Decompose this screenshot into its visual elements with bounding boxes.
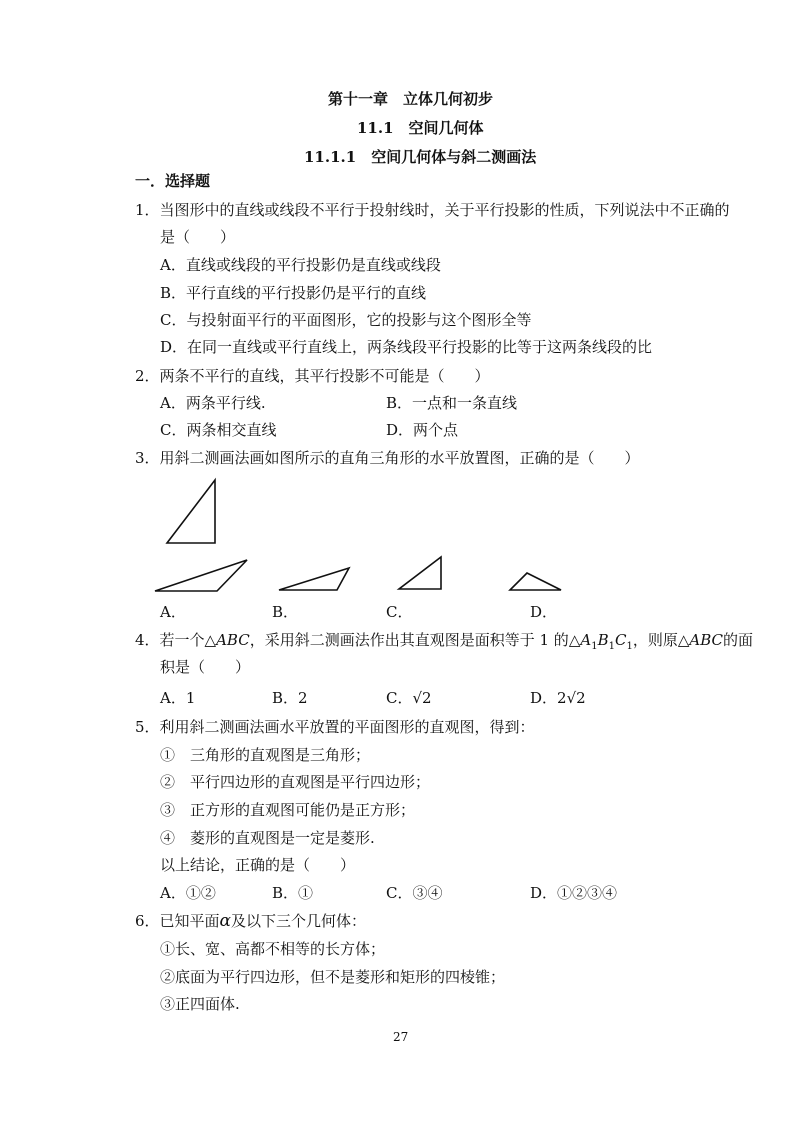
q3-original-triangle — [160, 476, 220, 548]
q3-label-a: A． — [160, 603, 186, 621]
q4-option-d-value: 2√2 — [557, 689, 586, 707]
q4-sub: 1 — [626, 641, 633, 652]
q4-text-tail: 的面 — [723, 631, 754, 649]
q4-option-a: A．1 — [160, 689, 196, 707]
q4-stem-line1 — [135, 631, 753, 656]
q5-conclusion: 以上结论，正确的是（ ） — [160, 856, 356, 874]
q3-figure-b — [275, 563, 355, 593]
q4-abc-2: ABC — [689, 631, 724, 649]
q5-item-2: ② 平行四边形的直观图是平行四边形； — [160, 773, 431, 791]
q4-text-mid: ，采用斜二测画法作出其直观图是面积等于 1 的 — [249, 631, 569, 649]
q4-text-pre: 4．若一个 — [135, 631, 205, 649]
q6-stem — [135, 912, 366, 930]
q2-stem: 2．两条不平行的直线，其平行投影不可能是（ ） — [135, 367, 490, 385]
q5-stem: 5．利用斜二测画法画水平放置的平面图形的直观图，得到： — [135, 718, 535, 736]
q2-option-c: C．两条相交直线 — [160, 421, 277, 439]
q4-text-post: ，则原 — [632, 631, 678, 649]
q3-figure-c — [393, 553, 447, 593]
q4-sub: 1 — [591, 641, 598, 652]
subsection-title: 11.1.1 空间几何体与斜二测画法 — [304, 148, 537, 166]
part-title: 一．选择题 — [135, 172, 211, 190]
q3-figure-a — [145, 555, 255, 597]
q2-option-d: D．两个点 — [386, 421, 459, 439]
q1-option-a: A．直线或线段的平行投影仍是直线或线段 — [160, 256, 441, 274]
q5-option-a: A．①② — [160, 884, 216, 902]
q4-option-c-label: C． — [386, 689, 413, 707]
q4-b1: B — [597, 631, 609, 649]
q3-label-d: D． — [530, 603, 558, 621]
q4-stem-line2: 积是（ ） — [160, 658, 251, 676]
q1-stem-line2: 是（ ） — [160, 228, 236, 246]
q5-item-1: ① 三角形的直观图是三角形； — [160, 746, 371, 764]
triangle-symbol-icon: △ — [204, 631, 217, 649]
q6-item-2: ②底面为平行四边形，但不是菱形和矩形的四棱锥； — [160, 968, 506, 986]
q6-item-1: ①长、宽、高都不相等的长方体； — [160, 940, 386, 958]
q1-option-c: C．与投射面平行的平面图形，它的投影与这个图形全等 — [160, 311, 532, 329]
q1-stem-line1: 1．当图形中的直线或线段不平行于投射线时，关于平行投影的性质，下列说法中不正确的 — [135, 201, 730, 219]
q1-option-d: D．在同一直线或平行直线上，两条线段平行投影的比等于这两条线段的比 — [160, 338, 653, 356]
q5-item-3: ③ 正方形的直观图可能仍是正方形； — [160, 801, 416, 819]
q4-sub: 1 — [608, 641, 615, 652]
q5-option-c: C．③④ — [386, 884, 443, 902]
q4-option-d — [530, 689, 586, 707]
q4-option-c-value: √2 — [412, 689, 432, 707]
q6-item-3: ③正四面体. — [160, 995, 240, 1013]
q3-stem: 3．用斜二测画法画如图所示的直角三角形的水平放置图，正确的是（ ） — [135, 449, 640, 467]
q1-option-b: B．平行直线的平行投影仍是平行的直线 — [160, 284, 427, 302]
q3-label-b: B． — [272, 603, 299, 621]
q4-option-d-label: D． — [530, 689, 558, 707]
q4-option-c — [386, 689, 432, 707]
q4-c1: C — [614, 631, 627, 649]
chapter-title: 第十一章 立体几何初步 — [328, 90, 494, 108]
q6-stem-post: 及以下三个几何体： — [231, 912, 367, 930]
section-title: 11.1 空间几何体 — [357, 119, 484, 137]
triangle-symbol-icon: △ — [568, 631, 581, 649]
triangle-symbol-icon: △ — [677, 631, 690, 649]
q5-option-d: D．①②③④ — [530, 884, 618, 902]
q5-option-b: B．① — [272, 884, 314, 902]
q6-stem-pre: 6．已知平面 — [135, 912, 220, 930]
q3-label-c: C． — [386, 603, 413, 621]
q4-abc: ABC — [216, 631, 250, 649]
q3-figure-d — [505, 569, 565, 595]
q4-a1: A — [580, 631, 592, 649]
q2-option-a: A．两条平行线. — [160, 394, 266, 412]
q5-item-4: ④ 菱形的直观图是一定是菱形. — [160, 829, 375, 847]
q6-alpha: α — [219, 911, 232, 931]
q4-option-b: B．2 — [272, 689, 308, 707]
page-number: 27 — [393, 1030, 409, 1044]
q2-option-b: B．一点和一条直线 — [386, 394, 518, 412]
